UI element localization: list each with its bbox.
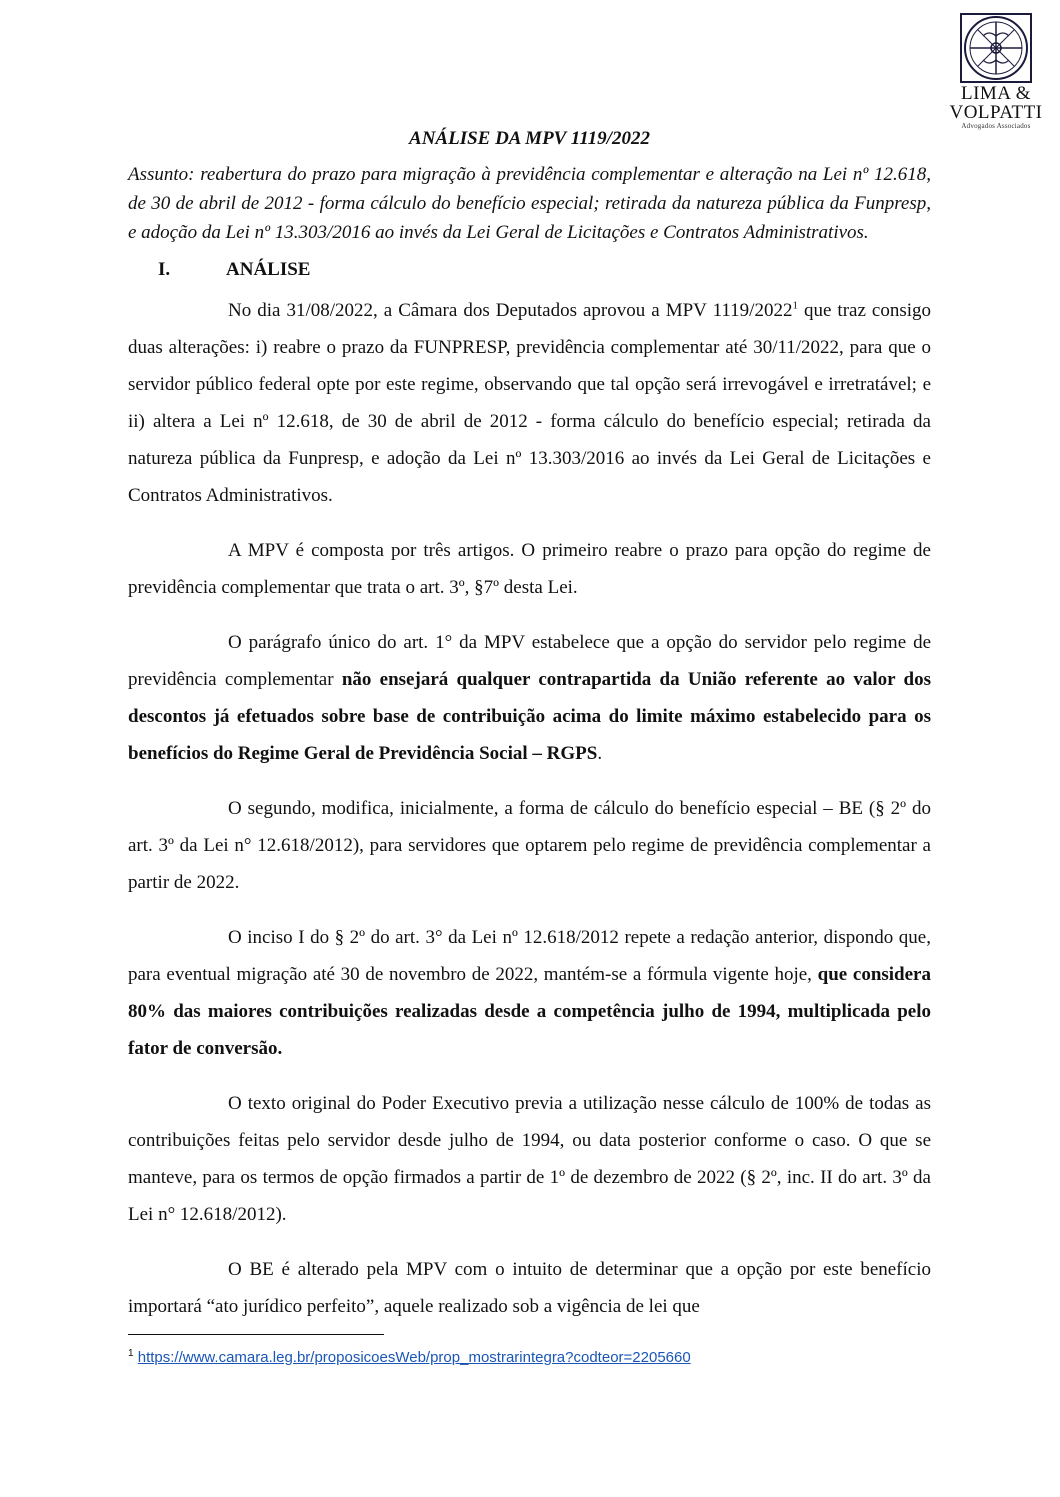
footnote-marker: 1 <box>128 1348 134 1359</box>
paragraph-1-text-b: que traz consigo duas alterações: i) reabre o prazo da FUNPRESP, previdência complementar até 30/11/2022, para que o servidor público federal opte por este regime, observando que tal opção será irrevogável e irretratável; e ii) altera a Lei nº 12.618, de 30 de abril de 2012 - forma cálculo do benefício especial; retirada da natureza pública da Funpresp, e adoção da Lei nº 13.303/2016 ao invés da Lei Geral de Licitações e Contratos Administrativos. <box>128 300 932 506</box>
paragraph-6: O texto original do Poder Executivo previa a utilização nesse cálculo de 100% de todas as contribuições feitas pelo servidor desde julho de 1994, ou data posterior conforme o caso. O que se manteve, para os termos de opção firmados a partir de 1º de dezembro de 2022 (§ 2º, inc. II do art. 3º da Lei n° 12.618/2012). <box>128 1093 931 1225</box>
footnote-ref[interactable]: 1 <box>792 299 798 312</box>
paragraph-3-text-a: O parágrafo único do art. 1° da MPV estabelece que a opção do servidor pelo regime de previdência complementar <box>128 632 931 690</box>
logo-subtitle: Advogados Associados <box>961 122 1031 130</box>
paragraph-3 <box>128 624 931 772</box>
paragraph-4: O segundo, modifica, inicialmente, a forma de cálculo do benefício especial – BE (§ 2º do art. 3º da Lei n° 12.618/2012), para servidores que optarem pelo regime de previdência complementar a partir de 2022. <box>128 798 931 893</box>
paragraph-3-bold: não ensejará qualquer contrapartida da União referente ao valor dos descontos já efetuados sobre base de contribuição acima do limite máximo estabelecido para os benefícios do Regime Geral de Previdência Social – RGPS <box>128 669 931 764</box>
footnote-link[interactable]: https://www.camara.leg.br/proposicoesWeb/prop_mostrarintegra?codteor=2205660 <box>137 1349 691 1366</box>
firm-logo <box>944 12 1048 131</box>
paragraph-5 <box>128 919 931 1067</box>
document-title: ANÁLISE DA MPV 1119/2022 <box>409 128 650 149</box>
logo-line-1: LIMA & <box>960 83 1032 104</box>
paragraph-5-bold: que considera 80% das maiores contribuições realizadas desde a competência julho de 1994, multiplicada pelo fator de conversão. <box>128 964 931 1059</box>
logo-line-2: VOLPATTI <box>949 102 1043 123</box>
logo-emblem-icon <box>959 12 1033 84</box>
subject-paragraph: Assunto: reabertura do prazo para migração à previdência complementar e alteração na Lei nº 12.618, de 30 de abril de 2012 - forma cálculo do benefício especial; retirada da natureza pública da Funpresp, e adoção da Lei nº 13.303/2016 ao invés da Lei Geral de Licitações e Contratos Administrativos. <box>128 164 931 243</box>
footnote-divider <box>128 1334 384 1335</box>
paragraph-7: O BE é alterado pela MPV com o intuito de determinar que a opção por este benefício importará “ato jurídico perfeito”, aquele realizado sob a vigência de lei que <box>128 1259 931 1317</box>
paragraph-1-text-a: No dia 31/08/2022, a Câmara dos Deputados aprovou a MPV 1119/2022 <box>228 300 793 321</box>
section-number: I. <box>158 259 171 280</box>
paragraph-3-text-c: . <box>597 743 603 764</box>
document-body <box>128 123 931 1343</box>
paragraph-5-text-a: O inciso I do § 2º do art. 3° da Lei nº 12.618/2012 repete a redação anterior, dispondo que, para eventual migração até 30 de novembro de 2022, mantém-se a fórmula vigente hoje, <box>128 927 931 985</box>
paragraph-2: A MPV é composta por três artigos. O primeiro reabre o prazo para opção do regime de previdência complementar que trata o art. 3º, §7º desta Lei. <box>128 540 931 598</box>
footnote <box>128 1348 691 1368</box>
section-title: ANÁLISE <box>226 259 311 280</box>
section-heading <box>128 255 931 284</box>
paragraph-1 <box>128 292 931 514</box>
